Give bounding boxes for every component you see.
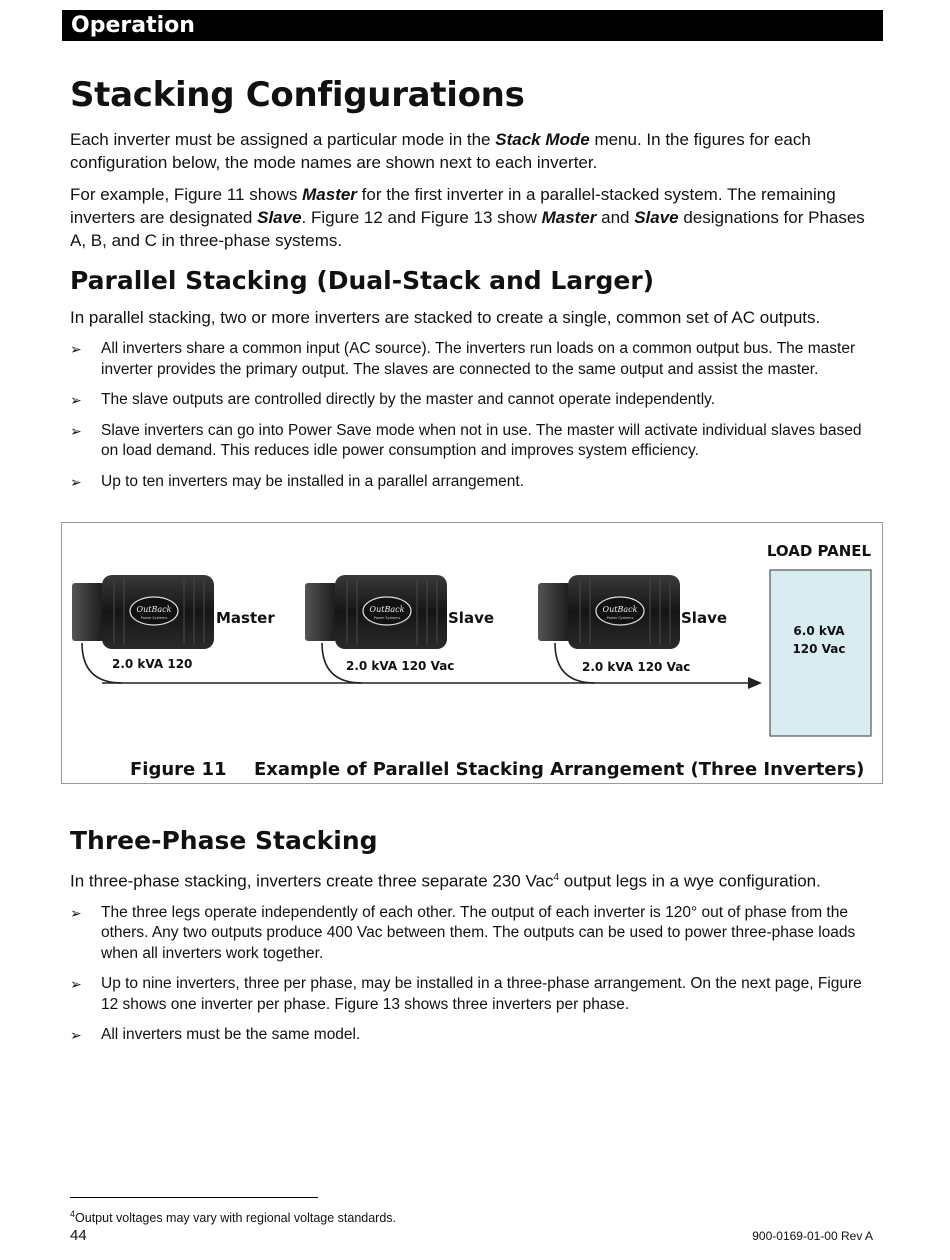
inverter-logo-sub: Power Systems xyxy=(140,616,168,620)
intro-paragraph-2 xyxy=(70,183,882,252)
figure-title: Example of Parallel Stacking Arrangement (Three Inverters) xyxy=(254,759,865,780)
intro-paragraph-1 xyxy=(70,128,882,174)
bullet-text: All inverters must be the same model. xyxy=(101,1026,361,1044)
stack-mode-term: Stack Mode xyxy=(495,130,590,149)
inverter-3-rating: 2.0 kVA 120 Vac xyxy=(582,660,691,674)
intro2-text-c: for the first inverter in a parallel-stacked system. The remaining inverters are designated xyxy=(70,185,836,227)
footnote-ref: 4 xyxy=(553,872,560,883)
intro1-text-a: Each inverter must be assigned a particular mode in the xyxy=(70,130,496,149)
three-phase-heading: Three-Phase Stacking xyxy=(70,826,378,855)
arrow-bullet-icon: ➢ xyxy=(70,392,82,408)
list-item xyxy=(70,903,882,965)
bullet-text: The three legs operate independently of each other. The output of each inverter is 120° out of phase from the others. Any two outputs produce 400 Vac between them. The outputs can be used to power three-phase loads when all inverters work together. xyxy=(101,903,856,962)
list-item xyxy=(70,390,882,411)
three-phase-bullet-list xyxy=(70,903,882,1046)
inverter-logo-sub: Power Systems xyxy=(373,616,401,620)
three-phase-lead xyxy=(70,866,882,893)
load-panel-rating: 6.0 kVA xyxy=(793,624,845,638)
inverter-3-mode: Slave xyxy=(681,609,728,627)
inverter-logo: OutBack xyxy=(602,605,638,614)
three-phase-section xyxy=(70,824,882,1056)
bullet-text: Slave inverters can go into Power Save mode when not in use. The master will activate individual slaves based on load demand. This reduces idle power consumption and improves system efficiency. xyxy=(101,421,862,459)
parallel-stacking-diagram xyxy=(62,523,884,785)
master-term-2: Master xyxy=(541,208,597,227)
intro2-text-g: and xyxy=(596,208,635,227)
inverter-1-mode: Master xyxy=(216,609,275,627)
bullet-text: The slave outputs are controlled directly by the master and cannot operate independently. xyxy=(101,391,716,408)
page-title: Stacking Configurations xyxy=(70,75,525,115)
master-term: Master xyxy=(302,185,357,204)
arrow-bullet-icon: ➢ xyxy=(70,1027,82,1044)
arrow-bullet-icon: ➢ xyxy=(70,976,82,993)
three-phase-lead-a: In three-phase stacking, inverters create three separate 230 Vac xyxy=(70,871,554,891)
figure-11-caption xyxy=(130,759,864,780)
footnote xyxy=(70,1209,396,1225)
main-content xyxy=(70,72,882,502)
inverter-1 xyxy=(72,575,214,649)
parallel-stacking-heading: Parallel Stacking (Dual-Stack and Larger) xyxy=(70,266,655,295)
intro2-text-a: For example, Figure 11 shows xyxy=(70,185,303,204)
inverter-2-rating: 2.0 kVA 120 Vac xyxy=(346,659,455,673)
intro1-text-c: menu. In the figures for each configuration below, the mode names are shown next to each inverter. xyxy=(70,130,811,172)
parallel-bullet-list xyxy=(70,339,882,492)
intro2-text-e: . Figure 12 and Figure 13 show xyxy=(301,208,542,227)
arrow-bullet-icon: ➢ xyxy=(70,904,82,921)
load-panel-voltage: 120 Vac xyxy=(792,642,846,656)
section-header-bar xyxy=(62,10,883,41)
bullet-text: Up to ten inverters may be installed in a parallel arrangement. xyxy=(101,472,525,490)
inverter-logo-sub: Power Systems xyxy=(606,616,634,620)
footnote-divider xyxy=(70,1197,318,1198)
section-title: Operation xyxy=(71,13,195,38)
parallel-lead: In parallel stacking, two or more inverters are stacked to create a single, common set of AC outputs. xyxy=(70,308,821,327)
footnote-text: Output voltages may vary with regional voltage standards. xyxy=(75,1211,397,1226)
inverter-1-rating: 2.0 kVA 120 xyxy=(112,657,193,671)
figure-11 xyxy=(61,522,883,784)
slave-term: Slave xyxy=(257,208,302,227)
list-item xyxy=(70,974,882,1015)
inverter-logo: OutBack xyxy=(136,605,172,614)
page-number: 44 xyxy=(70,1227,87,1244)
document-id: 900-0169-01-00 Rev A xyxy=(752,1229,873,1243)
output-bus-arrowhead xyxy=(748,677,762,689)
arrow-bullet-icon: ➢ xyxy=(70,341,82,357)
list-item xyxy=(70,472,882,493)
inverter-2-mode: Slave xyxy=(448,609,495,627)
bullet-text: Up to nine inverters, three per phase, may be installed in a three-phase arrangement. On the next page, Figure 12 shows one inverter per phase. Figure 13 shows three inverters per phase. xyxy=(101,975,862,1013)
arrow-bullet-icon: ➢ xyxy=(70,473,82,490)
load-panel-title: LOAD PANEL xyxy=(766,542,872,560)
three-phase-lead-b: output legs in a wye configuration. xyxy=(559,871,821,891)
list-item xyxy=(70,1025,882,1046)
inverter-2 xyxy=(305,575,447,649)
figure-number: Figure 11 xyxy=(130,759,227,780)
arrow-bullet-icon: ➢ xyxy=(70,422,82,439)
intro2-text-i: designations for Phases A, B, and C in three-phase systems. xyxy=(70,208,865,250)
list-item xyxy=(70,421,882,462)
inverter-3 xyxy=(538,575,680,649)
slave-term-2: Slave xyxy=(634,208,679,227)
list-item xyxy=(70,339,882,380)
bullet-text: All inverters share a common input (AC source). The inverters run loads on a common output bus. The master inverter provides the primary output. The slaves are connected to the same output and assist the master. xyxy=(101,340,856,378)
inverter-logo: OutBack xyxy=(369,605,405,614)
footnote-marker: 4 xyxy=(70,1209,76,1219)
